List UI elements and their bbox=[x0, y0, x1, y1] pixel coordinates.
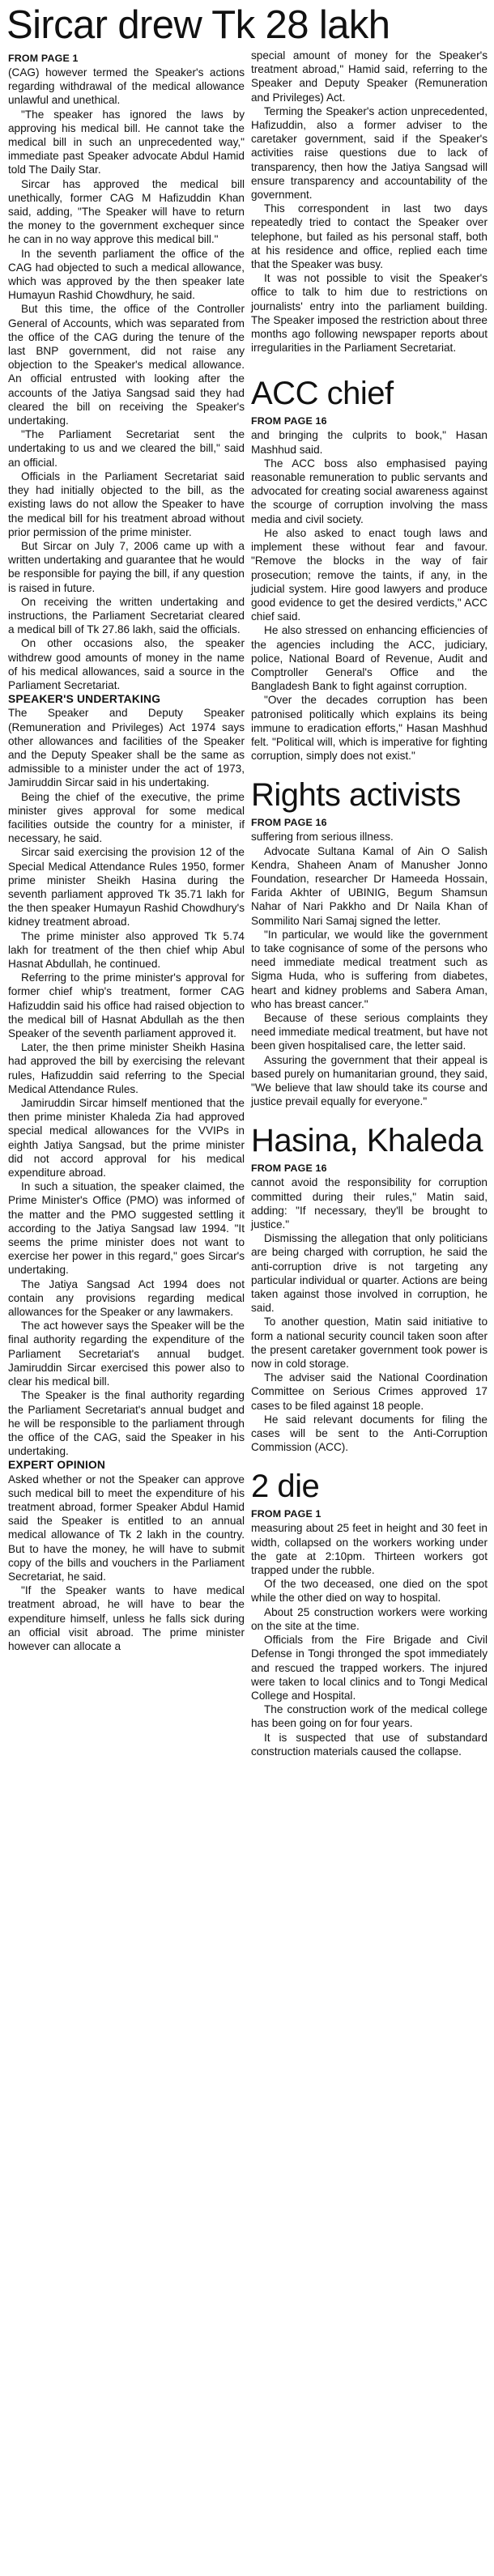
paragraph: "The Parliament Secretariat sent the undertaking to us and we cleared the bill," said an official. bbox=[8, 428, 245, 469]
paragraph: The Speaker is the final authority regarding the Parliament Secretariat's annual budget and he will be responsible to the parliament through the office of the CAG, said the Speaker in his undertaking. bbox=[8, 1389, 245, 1458]
paragraph: Asked whether or not the Speaker can approve such medical bill to meet the expenditure of his treatment abroad, former Speaker Abdul Hamid said the Speaker is entitled to an annual medical allowance of Tk 2 lakh in the country. But to have the money, he will have to submit copy of the bills and vouchers in the Parliament Secretariat, he said. bbox=[8, 1473, 245, 1583]
two-die-story bbox=[251, 1465, 488, 1758]
paragraph: Because of these serious complaints they need immediate medical treatment, but have not been given hospitalised care, the letter said. bbox=[251, 1011, 488, 1052]
paragraph: (CAG) however termed the Speaker's actions regarding withdrawal of the medical allowance unlawful and unethical. bbox=[8, 66, 245, 107]
acc-chief-story bbox=[251, 372, 488, 763]
paragraph: On receiving the written undertaking and instructions, the Parliament Secretariat cleared a medical bill of Tk 27.86 lakh, said the officials. bbox=[8, 595, 245, 636]
story-body bbox=[251, 414, 488, 763]
paragraph: Referring to the prime minister's approval for former chief whip's treatment, former CAG Hafizuddin said his office had raised objection to the medical bill of Hasnat Abdullah as the then Speaker of the seventh parliament approved it. bbox=[8, 971, 245, 1040]
story-title: ACC chief bbox=[251, 376, 394, 412]
paragraph: Of the two deceased, one died on the spot while the other died on way to hospital. bbox=[251, 1578, 488, 1605]
paragraph: Officials in the Parliament Secretariat said they had initially objected to the bill, as the existing laws do not allow the Speaker to have the medical bill for his treatment abroad without prior permission of the prime minister. bbox=[8, 470, 245, 538]
paragraph: He also stressed on enhancing efficiencies of the agencies including the ACC, judiciary, police, National Board of Revenue, Audit and Comptroller General's Office and the Bangladesh Bank to fight against corruption. bbox=[251, 624, 488, 693]
paragraph: Later, the then prime minister Sheikh Hasina had approved the bill by exercising the relevant rules, Hafizuddin said referring to the Special Medical Attendance Rules. bbox=[8, 1041, 245, 1095]
paragraph: "The speaker has ignored the laws by approving his medical bill. He cannot take the medical bill in such an unprecedented way," immediate past Speaker advocate Abdul Hamid told The Daily Star. bbox=[8, 108, 245, 176]
paragraph: Officials from the Fire Brigade and Civil Defense in Tongi thronged the spot immediately and rescued the trapped workers. The injured were taken to local clinics and to Tongi Medical College and Hospital. bbox=[251, 1634, 488, 1702]
from-page-label: FROM PAGE 16 bbox=[251, 415, 327, 427]
paragraph: But this time, the office of the Controller General of Accounts, which was separated from the office of the CAG during the tenure of the last BNP government, did not raise any objection to the Speaker's medical allowance. An official entrusted with looking after the accounts of the Jatiya Sangsad said they had cleared the bill on receiving the Speaker's undertaking. bbox=[8, 303, 245, 427]
paragraph: and bringing the culprits to book," Hasan Mashhud said. bbox=[251, 429, 488, 456]
paragraph: "Over the decades corruption has been patronised politically which explains its being immune to eradication efforts," Hasan Mashhud felt. "Political will, which is imperative for fighting corruption, simply does not exist." bbox=[251, 694, 488, 763]
main-story-continued bbox=[251, 49, 488, 355]
paragraph: special amount of money for the Speaker's treatment abroad," Hamid said, referring to the Speaker and Deputy Speaker (Remuneration and Privileges) Act. bbox=[251, 49, 488, 104]
paragraph: Jamiruddin Sircar himself mentioned that the then prime minister Khaleda Zia had approved special medical allowances for the VVIPs in eighth Jatiya Sangsad, but the prime minister did not accord approval for his medical expenditure abroad. bbox=[8, 1097, 245, 1180]
paragraph: Terming the Speaker's action unprecedented, Hafizuddin, also a former adviser to the caretaker government, said if the Speaker's activities raise questions due to lack of transparency, then how the Jatiya Sangsad will ensure transparency and accountability of the government. bbox=[251, 104, 488, 202]
main-story-body bbox=[8, 52, 245, 1653]
paragraph: Sircar has approved the medical bill unethically, former CAG M Hafizuddin Khan said, adding, "The Speaker will have to return the money to the government exchequer since he can in no way approve this medical bill." bbox=[8, 177, 245, 246]
paragraph: It was not possible to visit the Speaker's office to talk to him due to restrictions on journalists' entry into the parliament building. The Speaker imposed the restriction about three months ago following newspaper reports about irregularities in the Parliament Secretariat. bbox=[251, 272, 488, 355]
paragraph: The construction work of the medical college has been going on for four years. bbox=[251, 1703, 488, 1730]
right-column bbox=[251, 49, 488, 1758]
paragraph: The Jatiya Sangsad Act 1994 does not contain any provisions regarding medical allowances for the Speaker or any lawmakers. bbox=[8, 1277, 245, 1319]
main-headline: Sircar drew Tk 28 lakh bbox=[6, 3, 390, 47]
paragraph: About 25 construction workers were working on the site at the time. bbox=[251, 1605, 488, 1632]
paragraph: In the seventh parliament the office of the CAG had objected to such a medical allowance, which was approved by the then speaker late Humayun Rashid Chowdhury, he said. bbox=[8, 247, 245, 302]
paragraph: He also asked to enact tough laws and implement these without fear and favour. "Remove the blocks in the way of fair prosecution; remove the taints, if any, in the judicial system. Hire good lawyers and produce good evidence to get the desired verdicts," ACC chief said. bbox=[251, 526, 488, 623]
story-title: 2 die bbox=[251, 1469, 320, 1505]
paragraph: On other occasions also, the speaker withdrew good amounts of money in the name of his medical allowances, said a source in the Parliament Secretariat. bbox=[8, 637, 245, 691]
paragraph: Dismissing the allegation that only politicians are being charged with corruption, he said the anti-corruption drive is not targeting any particular individual or quarter. Actions are being taken against those involved in corruption, he said. bbox=[251, 1232, 488, 1315]
rights-activists-story bbox=[251, 774, 488, 1108]
from-page-label: FROM PAGE 1 bbox=[251, 1508, 322, 1520]
from-page-label: FROM PAGE 16 bbox=[251, 1163, 327, 1175]
story-title: Rights activists bbox=[251, 777, 461, 814]
subhead-expert-opinion: EXPERT OPINION bbox=[8, 1459, 106, 1472]
paragraph: But Sircar on July 7, 2006 came up with a written undertaking and guarantee that he would be responsible for paying the bill, if any question is raised in future. bbox=[8, 539, 245, 594]
from-page-label: FROM PAGE 16 bbox=[251, 817, 327, 829]
paragraph: The adviser said the National Coordination Committee on Serious Crimes approved 17 cases to be filed against 18 people. bbox=[251, 1371, 488, 1412]
paragraph: "In particular, we would like the government to take cognisance of some of the persons who need immediate medical treatment such as Sigma Huda, who is suffering from diabetes, heart and kidney problems and Sabera Aman, who has breast cancer." bbox=[251, 928, 488, 1010]
paragraph: Sircar said exercising the provision 12 of the Special Medical Attendance Rules 1950, former prime minister Sheikh Hasina during the seventh parliament approved Tk 35.71 lakh for the then speaker Humayun Rashid Chowdhury's kidney treatment abroad. bbox=[8, 846, 245, 929]
left-column bbox=[8, 52, 245, 1653]
paragraph: The ACC boss also emphasised paying reasonable remuneration to public servants and advocated for creating social awareness against the scourge of corruption involving the mass media and civil society. bbox=[251, 457, 488, 525]
paragraph: cannot avoid the responsibility for corruption committed during their rules," Matin said, adding: "If necessary, they'll be brought to justice." bbox=[251, 1176, 488, 1231]
paragraph: To another question, Matin said initiative to form a national security council taken soon after the present caretaker government took power is now in cold storage. bbox=[251, 1316, 488, 1371]
paragraph: In such a situation, the speaker claimed, the Prime Minister's Office (PMO) was informed of the matter and the PMO suggested settling it according to the Jatiya Sangsad law 1994. "It seems the prime minister does not want to exercise her power in this regard," goes Sircar's undertaking. bbox=[8, 1180, 245, 1277]
from-page-label: FROM PAGE 1 bbox=[8, 53, 79, 64]
paragraph: This correspondent in last two days repeatedly tried to contact the Speaker over telephone, but failed as his personal staff, both at his residence and office, replied each time that the Speaker was busy. bbox=[251, 202, 488, 271]
paragraph: The prime minister also approved Tk 5.74 lakh for treatment of the then chief whip Abul Hasnat Abdullah, he continued. bbox=[8, 929, 245, 970]
paragraph: suffering from serious illness. bbox=[251, 831, 394, 844]
paragraph: Assuring the government that their appeal is based purely on humanitarian ground, they said, "We believe that law should take its course and justice prevail equally for everyone." bbox=[251, 1053, 488, 1108]
paragraph: It is suspected that use of substandard construction materials caused the collapse. bbox=[251, 1731, 488, 1758]
story-body bbox=[251, 1162, 488, 1454]
paragraph: The Speaker and Deputy Speaker (Remuneration and Privileges) Act 1974 says other allowances and facilities of the Speaker and the Deputy Speaker shall be the same as admissible to a minister under the act of 1973, Jamiruddin Sircar said in his undertaking. bbox=[8, 707, 245, 789]
story-body bbox=[251, 1507, 488, 1758]
paragraph: The act however says the Speaker will be the final authority regarding the expenditure of the Parliament Secretariat's annual budget. Jamiruddin Sircar exercised this power also to clear his medical bill. bbox=[8, 1320, 245, 1388]
story-title: Hasina, Khaleda bbox=[251, 1123, 483, 1159]
paragraph: He said relevant documents for filing the cases will be sent to the Anti-Corruption Commission (ACC). bbox=[251, 1413, 488, 1454]
paragraph: Advocate Sultana Kamal of Ain O Salish Kendra, Shaheen Anam of Manusher Jonno Foundation, researcher Dr Hameeda Hossain, Farida Akhter of UBINIG, Begum Shamsun Nahar of Nari Pakkho and Dr Naila Khan of Sommilito Nari Samaj signed the letter. bbox=[251, 844, 488, 927]
story-body bbox=[251, 816, 488, 1108]
paragraph: "If the Speaker wants to have medical treatment abroad, he will have to bear the expenditure himself, unless he falls sick during an official visit abroad. The prime minister however can allocate a bbox=[8, 1584, 245, 1652]
hasina-khaleda-story bbox=[251, 1120, 488, 1454]
paragraph: Being the chief of the executive, the prime minister gives approval for some medical facilities outside the country for a minister, if necessary, he said. bbox=[8, 790, 245, 845]
subhead-speakers-undertaking: SPEAKER'S UNDERTAKING bbox=[8, 693, 161, 706]
paragraph: measuring about 25 feet in height and 30 feet in width, collapsed on the workers working under the gate at 2:10pm. Thirteen workers got trapped under the rubble. bbox=[251, 1522, 488, 1577]
